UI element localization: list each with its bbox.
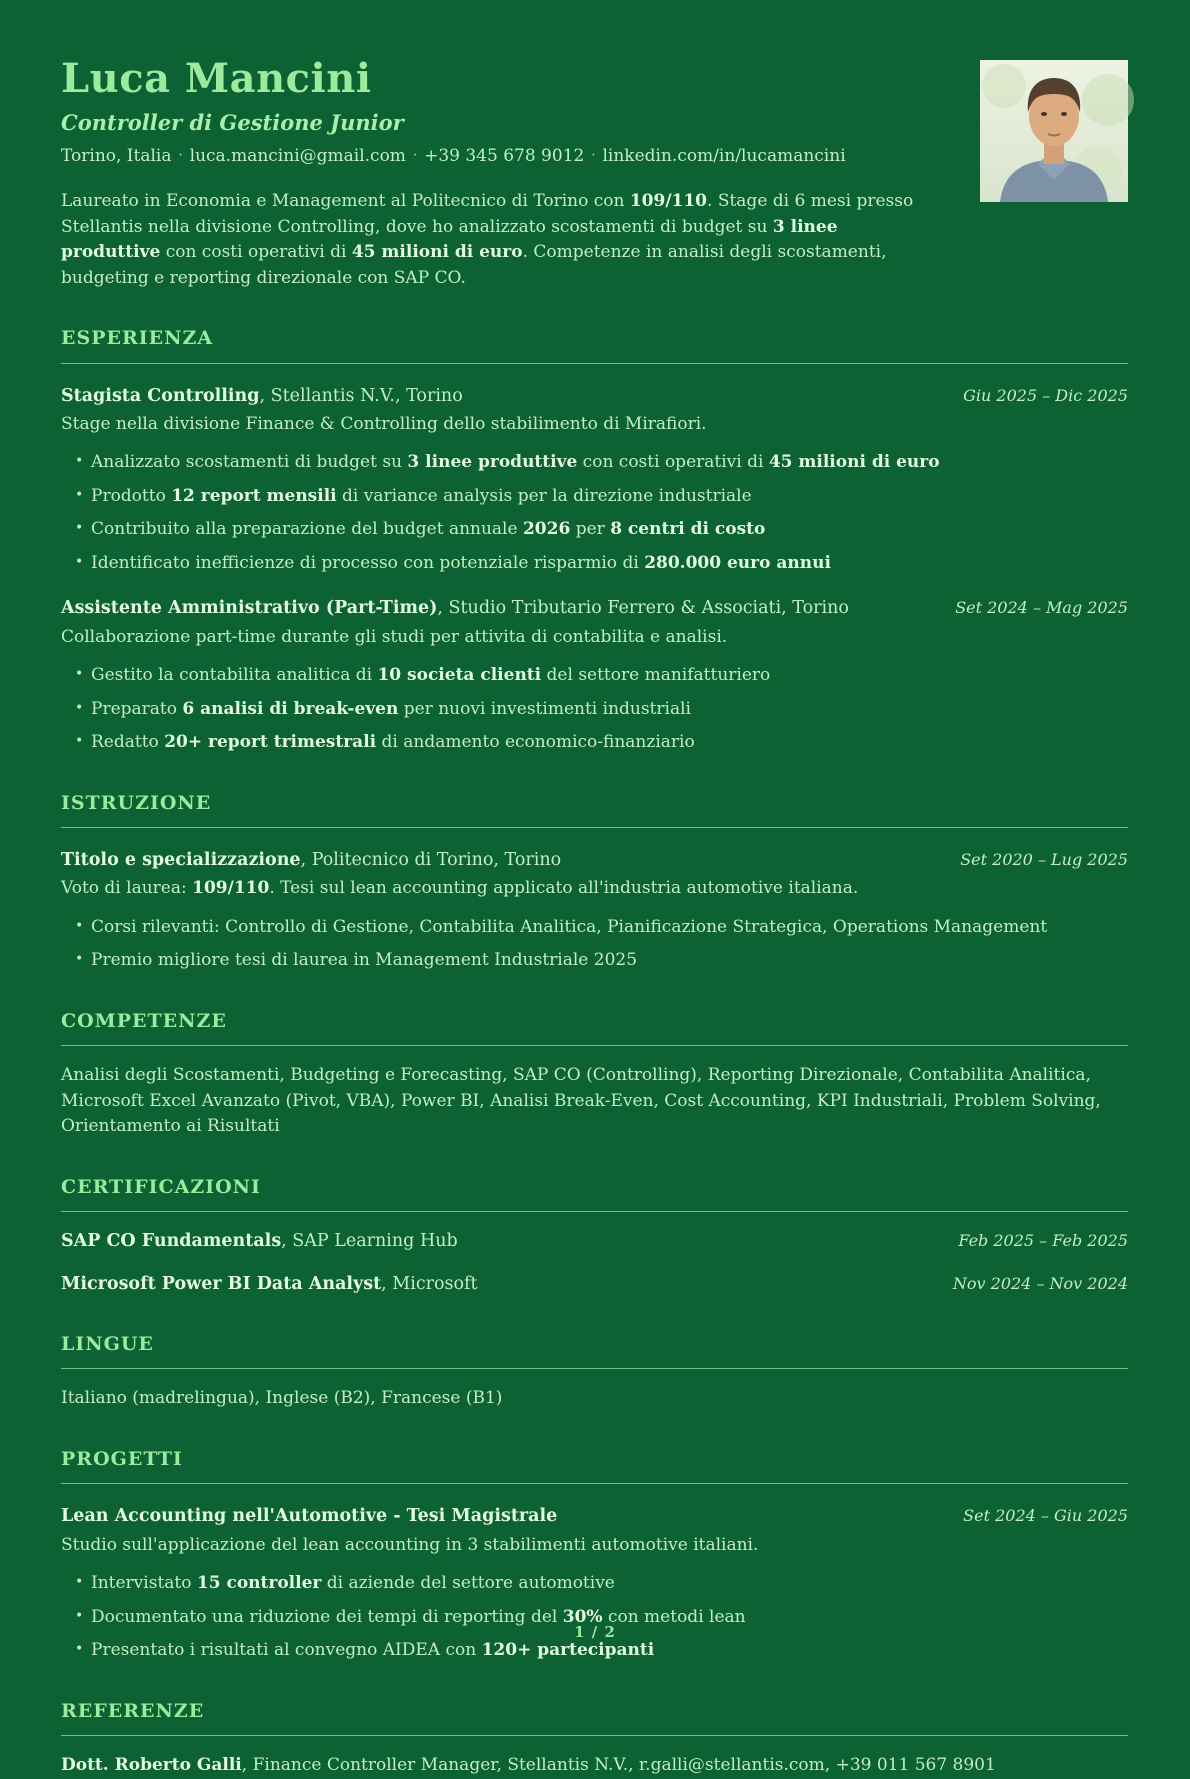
header-text-block (61, 56, 950, 291)
entry-description: Voto di laurea: 109/110. Tesi sul lean accounting applicato all'industria automotive italiana. (61, 878, 859, 899)
languages-paragraph: Italiano (madrelingua), Inglese (B2), Francese (B1) (61, 1388, 503, 1409)
entry-title: Titolo e specializzazione, Politecnico di Torino, Torino (61, 850, 562, 870)
certification-date: Nov 2024 – Nov 2024 (952, 1273, 1128, 1293)
section-certificazioni (61, 1173, 1128, 1297)
person-name: Luca Mancini (61, 55, 372, 102)
bullet-item: • Redatto 20+ report trimestrali di andamento economico-finanziario (61, 730, 1128, 756)
section-heading-referenze: REFERENZE (61, 1697, 1128, 1737)
contact-separator: · (591, 147, 596, 163)
section-heading-esperienza: ESPERIENZA (61, 324, 1128, 364)
entry-head (61, 595, 1128, 621)
certification-row (61, 1228, 1128, 1254)
education-entry (61, 847, 1128, 974)
contact-separator: · (178, 147, 183, 163)
entry-bullet-list (61, 450, 1128, 576)
section-istruzione (61, 789, 1128, 974)
entry-description: Stage nella divisione Finance & Controlling dello stabilimento di Mirafiori. (61, 413, 707, 434)
entry-date: Set 2024 – Mag 2025 (955, 598, 1128, 618)
bullet-item: • Prodotto 12 report mensili di variance analysis per la direzione industriale (61, 484, 1128, 510)
entry-date: Set 2020 – Lug 2025 (960, 850, 1128, 869)
bullet-item: • Presentato i risultati al convegno AIDEA con 120+ partecipanti (61, 1638, 1128, 1664)
experience-entry (61, 595, 1128, 755)
person-job-title: Controller di Gestione Junior (61, 110, 404, 135)
contact-linkedin[interactable]: linkedin.com/in/lucamancini (602, 145, 846, 166)
contact-location: Torino, Italia (61, 145, 172, 166)
section-competenze (61, 1007, 1128, 1140)
reference-line: Dott. Roberto Galli, Finance Controller Manager, Stellantis N.V., r.galli@stellantis.com, +39 011 567 8901 (61, 1755, 996, 1775)
contact-phone: +39 345 678 9012 (424, 145, 585, 166)
section-heading-lingue: LINGUE (61, 1330, 1128, 1370)
bullet-item: • Contribuito alla preparazione del budget annuale 2026 per 8 centri di costo (61, 517, 1128, 543)
section-heading-progetti: PROGETTI (61, 1445, 1128, 1485)
entry-title: Lean Accounting nell'Automotive - Tesi Magistrale (61, 1506, 558, 1527)
summary-paragraph: Laureato in Economia e Management al Politecnico di Torino con 109/110. Stage di 6 mesi presso Stellantis nella divisione Controlling, dove ho analizzato scostamenti di budget su 3 linee produttive con costi operativi di 45 milioni di euro. Competenze in analisi degli scostamenti, budgeting e reporting direzionale con SAP CO. (61, 191, 914, 288)
section-heading-certificazioni: CERTIFICAZIONI (61, 1173, 1128, 1213)
profile-photo (980, 60, 1128, 202)
bullet-item: • Documentato una riduzione dei tempi di reporting del 30% con metodi lean (61, 1605, 1128, 1631)
contact-line (61, 144, 950, 170)
bullet-item: • Intervistato 15 controller di aziende del settore automotive (61, 1571, 1128, 1597)
bullet-item: • Premio migliore tesi di laurea in Management Industriale 2025 (61, 948, 1128, 974)
entry-date: Set 2024 – Giu 2025 (963, 1506, 1128, 1526)
contact-separator: · (412, 147, 418, 163)
bullet-item: • Corsi rilevanti: Controllo di Gestione, Contabilita Analitica, Pianificazione Strategica, Operations Management (61, 915, 1128, 941)
entry-bullet-list (61, 663, 1128, 756)
resume-header (61, 56, 1128, 291)
entry-date: Giu 2025 – Dic 2025 (963, 385, 1128, 405)
entry-description: Collaborazione part-time durante gli studi per attivita di contabilita e analisi. (61, 626, 728, 647)
entry-bullet-list (61, 915, 1128, 974)
section-lingue (61, 1330, 1128, 1412)
bullet-item: • Analizzato scostamenti di budget su 3 linee produttive con costi operativi di 45 milioni di euro (61, 450, 1128, 476)
certification-title: SAP CO Fundamentals, SAP Learning Hub (61, 1231, 458, 1252)
entry-bullet-list (61, 1571, 1128, 1664)
section-referenze (61, 1697, 1128, 1779)
experience-entry (61, 383, 1128, 577)
bullet-item: • Identificato inefficienze di processo con potenziale risparmio di 280.000 euro annui (61, 551, 1128, 577)
certification-row (61, 1271, 1128, 1297)
entry-title: Assistente Amministrativo (Part-Time), Studio Tributario Ferrero & Associati, Torino (61, 598, 849, 619)
skills-paragraph: Analisi degli Scostamenti, Budgeting e Forecasting, SAP CO (Controlling), Reporting Direzionale, Contabilita Analitica, Microsoft Excel Avanzato (Pivot, VBA), Power BI, Analisi Break-Even, Cost Accounting, KPI Industriali, Problem Solving, Orientamento ai Risultati (61, 1065, 1101, 1137)
entry-head (61, 383, 1128, 409)
entry-head (61, 1503, 1128, 1529)
page-number-indicator: 1 / 2 (574, 1622, 616, 1641)
section-heading-istruzione: ISTRUZIONE (61, 789, 1128, 829)
bullet-item: • Gestito la contabilita analitica di 10 societa clienti del settore manifatturiero (61, 663, 1128, 689)
contact-email[interactable]: luca.mancini@gmail.com (189, 145, 406, 166)
section-esperienza (61, 324, 1128, 756)
entry-title: Stagista Controlling, Stellantis N.V., Torino (61, 385, 463, 406)
section-heading-competenze: COMPETENZE (61, 1007, 1128, 1047)
entry-head (61, 847, 1128, 873)
certification-title: Microsoft Power BI Data Analyst, Microsoft (61, 1273, 478, 1294)
certification-date: Feb 2025 – Feb 2025 (958, 1231, 1128, 1251)
entry-description: Studio sull'applicazione del lean accounting in 3 stabilimenti automotive italiani. (61, 1534, 759, 1555)
bullet-item: • Preparato 6 analisi di break-even per nuovi investimenti industriali (61, 697, 1128, 723)
